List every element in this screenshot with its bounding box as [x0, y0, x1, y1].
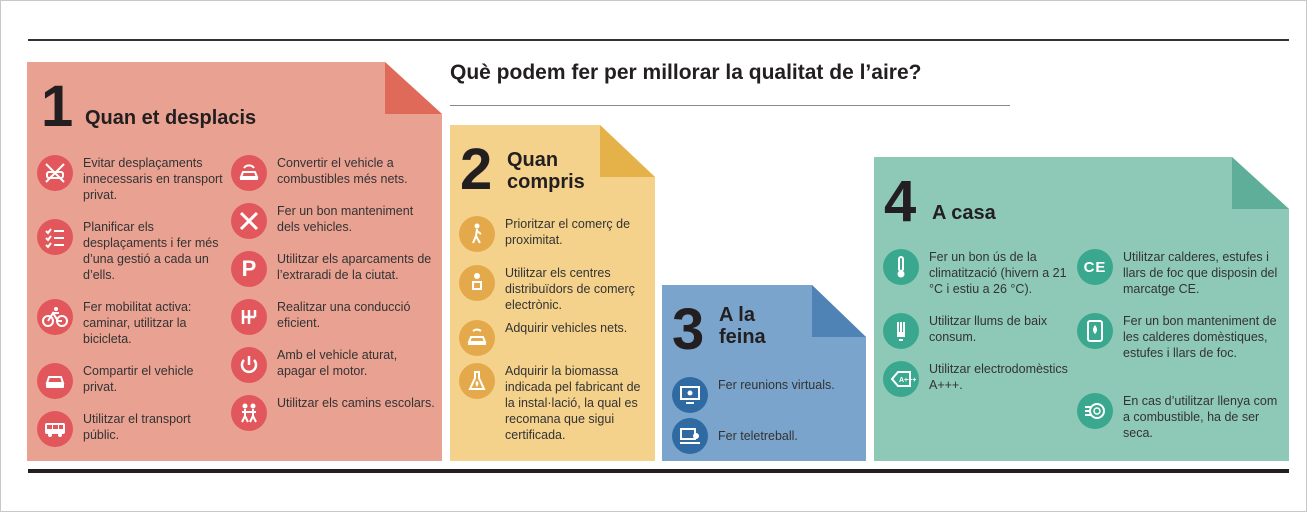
- title-underline: [450, 105, 1010, 106]
- card-number: 2: [460, 137, 493, 202]
- item-text: Prioritzar el comerç de proximitat.: [505, 217, 631, 247]
- list-item: [37, 155, 227, 203]
- ce-mark-icon: CE: [1077, 249, 1113, 285]
- dry-firewood-icon: [1077, 393, 1113, 429]
- list-item: [459, 265, 649, 313]
- card-heading: Quan et desplacis: [85, 107, 257, 129]
- item-text: Adquirir vehicles nets.: [505, 321, 628, 335]
- parking-icon: P: [231, 251, 267, 287]
- item-text: Utilitzar els camins escolars.: [277, 396, 435, 410]
- list-item: [37, 363, 227, 399]
- card-work: [662, 285, 866, 461]
- card-heading: A la feina: [719, 304, 766, 348]
- list-item: [1077, 313, 1282, 361]
- list-item: [883, 313, 1073, 349]
- item-text: Planificar els desplaçaments i fer més d’una gestió a cada un d’ells.: [83, 220, 219, 282]
- card-number: 1: [41, 74, 74, 139]
- list-item: [883, 249, 1073, 297]
- top-rule: [28, 39, 1289, 41]
- item-text: Realitzar una conducció eficient.: [277, 300, 411, 330]
- list-item: [459, 363, 649, 443]
- card-heading: Quan compris: [507, 149, 585, 193]
- page-title: Què podem fer per millorar la qualitat de l’aire?: [450, 61, 922, 84]
- children-walking-icon: [231, 395, 267, 431]
- item-text: En cas d’utilitzar llenya com a combustible, ha de ser seca.: [1123, 394, 1278, 440]
- gear-shift-icon: [231, 299, 267, 335]
- light-bulb-icon: [883, 313, 919, 349]
- item-text: Utilitzar els aparcaments de l’extraradi de la ciutat.: [277, 252, 432, 282]
- car-icon: [37, 363, 73, 399]
- item-text: Utilitzar electrodomèstics A+++.: [929, 362, 1068, 392]
- item-text: Utilitzar llums de baix consum.: [929, 314, 1048, 344]
- list-item: [672, 377, 857, 413]
- bottom-rule: [28, 469, 1289, 473]
- list-item: [459, 216, 649, 252]
- pedestrian-icon: [459, 216, 495, 252]
- bus-icon: [37, 411, 73, 447]
- item-text: Adquirir la biomassa indicada pel fabricant de la instal·lació, la qual es recomana que sigui certificada.: [505, 364, 641, 442]
- list-item: [37, 299, 227, 347]
- list-item: [1077, 249, 1282, 297]
- thermometer-icon: [883, 249, 919, 285]
- checklist-icon: [37, 219, 73, 255]
- list-item: [231, 203, 436, 239]
- item-text: Fer reunions virtuals.: [718, 378, 835, 392]
- boiler-icon: [1077, 313, 1113, 349]
- wrench-icon: [231, 203, 267, 239]
- energy-label-icon: [883, 361, 919, 397]
- item-text: Utilitzar el transport públic.: [83, 412, 191, 442]
- item-text: Fer mobilitat activa: caminar, utilitzar la bicicleta.: [83, 300, 192, 346]
- card-number: 3: [672, 297, 705, 362]
- list-item: [231, 155, 436, 191]
- card-shopping: [450, 125, 655, 461]
- item-text: Convertir el vehicle a combustibles més nets.: [277, 156, 408, 186]
- list-item: [231, 395, 436, 431]
- list-item: [459, 320, 649, 356]
- video-meeting-icon: [672, 377, 708, 413]
- list-item: [231, 347, 436, 383]
- list-item: [231, 251, 436, 287]
- item-text: Utilitzar calderes, estufes i llars de foc que disposin del marcatge CE.: [1123, 250, 1278, 296]
- item-text: Utilitzar els centres distribuïdors de comerç electrònic.: [505, 266, 635, 312]
- item-text: Evitar desplaçaments innecessaris en transport privat.: [83, 156, 223, 202]
- bicycle-icon: [37, 299, 73, 335]
- item-text: Fer teletreball.: [718, 429, 798, 443]
- list-item: [37, 219, 227, 283]
- teleworking-icon: [672, 418, 708, 454]
- item-text: Fer un bon manteniment de les calderes domèstiques, estufes i llars de foc.: [1123, 314, 1277, 360]
- biomass-icon: [459, 363, 495, 399]
- list-item: [231, 299, 436, 335]
- list-item: [37, 411, 227, 447]
- card-heading: A casa: [932, 202, 996, 224]
- clean-car-icon: [459, 320, 495, 356]
- list-item: [672, 418, 857, 454]
- list-item: [883, 361, 1073, 397]
- list-item: [1077, 393, 1282, 441]
- item-text: Fer un bon ús de la climatització (hivern a 21 °C i estiu a 26 °C).: [929, 250, 1067, 296]
- card-home: [874, 157, 1289, 461]
- svg-text:A+++: A+++: [899, 377, 917, 384]
- no-car-icon: [37, 155, 73, 191]
- power-icon: [231, 347, 267, 383]
- delivery-person-icon: [459, 265, 495, 301]
- item-text: Fer un bon manteniment dels vehicles.: [277, 204, 414, 234]
- fuel-conversion-icon: [231, 155, 267, 191]
- card-number: 4: [884, 169, 917, 234]
- card-travel: [27, 62, 442, 461]
- item-text: Amb el vehicle aturat, apagar el motor.: [277, 348, 398, 378]
- item-text: Compartir el vehicle privat.: [83, 364, 194, 394]
